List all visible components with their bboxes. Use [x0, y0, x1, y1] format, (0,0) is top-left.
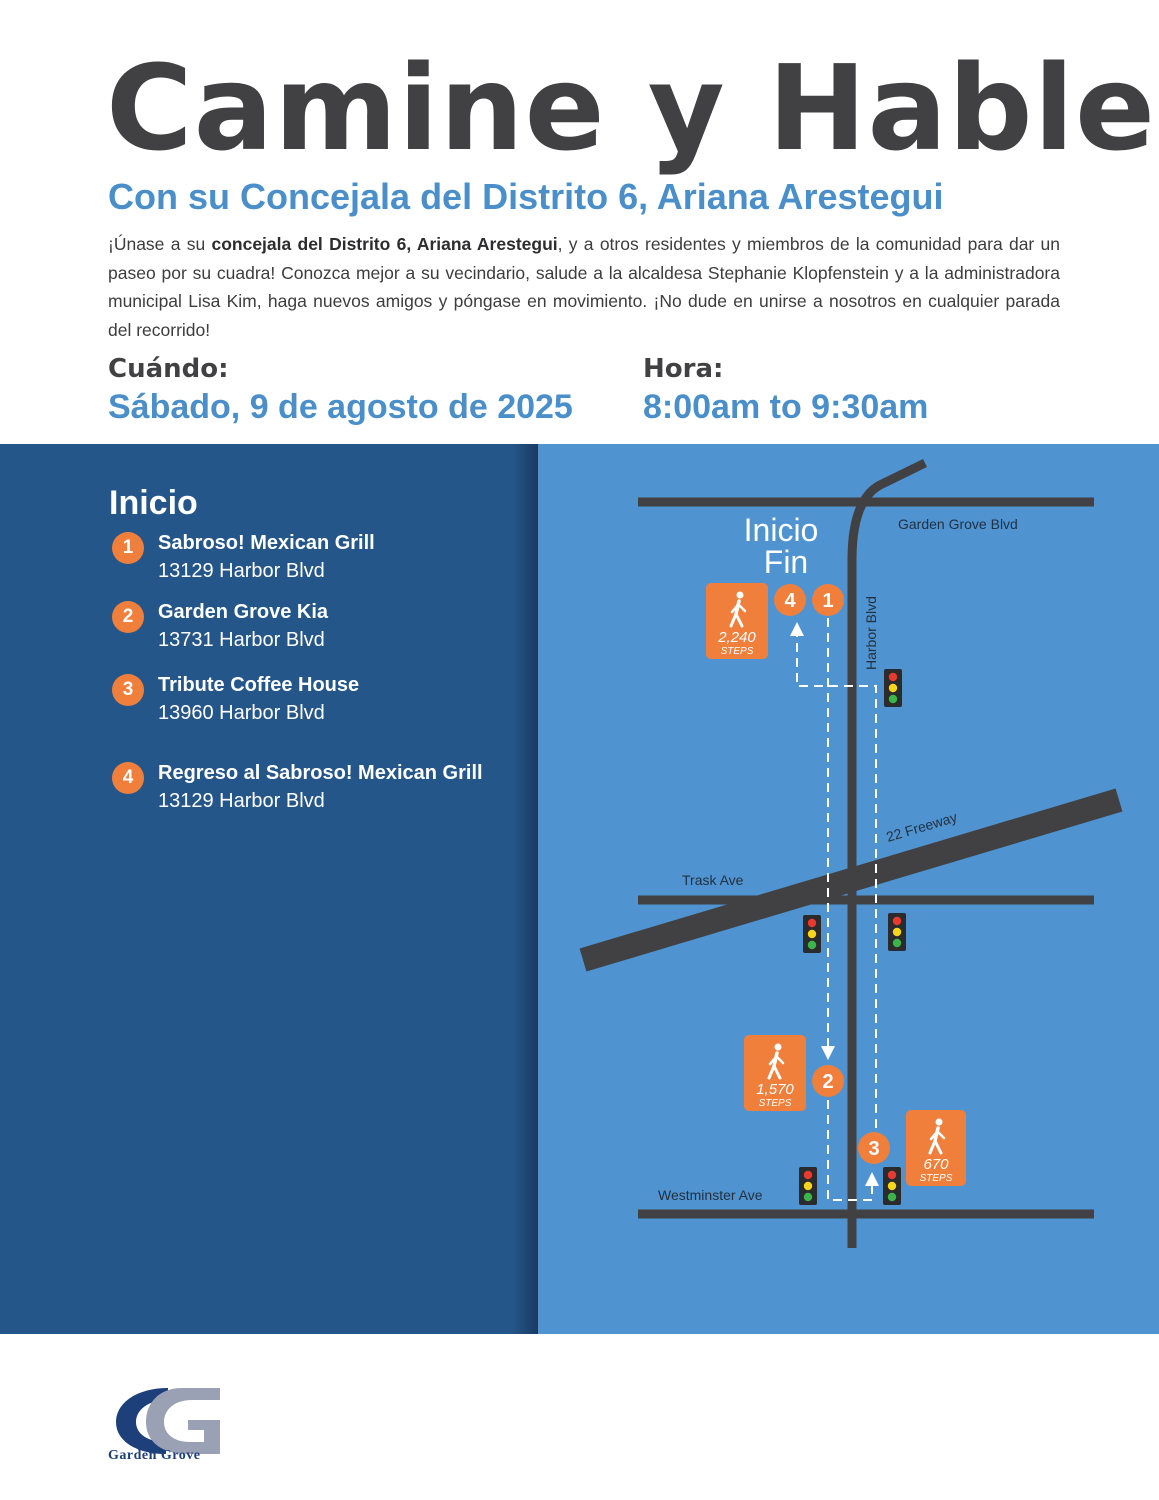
steps-unit: STEPS [720, 646, 754, 657]
route-arrow-up-icon [865, 1172, 879, 1186]
steps-count: 1,570 [756, 1081, 794, 1098]
steps-box [906, 1110, 966, 1186]
intro-text-start: ¡Únase a su [108, 234, 212, 254]
time-label: Hora: [643, 354, 724, 384]
stop-name: Sabroso! Mexican Grill [158, 532, 375, 554]
map-marker-2 [812, 1065, 844, 1097]
stop-address: 13129 Harbor Blvd [158, 560, 325, 582]
map-marker-3 [858, 1132, 890, 1164]
stop-name: Regreso al Sabroso! Mexican Grill [158, 762, 483, 784]
stop-number-badge: 4 [112, 762, 144, 794]
stop-address: 13731 Harbor Blvd [158, 629, 325, 651]
when-label: Cuándo: [108, 354, 229, 384]
logo-name: Garden Grove [108, 1448, 201, 1463]
walking-route [797, 618, 876, 1200]
map-marker-1 [812, 584, 844, 616]
when-value: Sábado, 9 de agosto de 2025 [108, 388, 573, 426]
street-label-trask: Trask Ave [682, 872, 744, 888]
route-arrow-up-icon [790, 622, 804, 636]
traffic-light-icon [803, 915, 821, 953]
intro-text-bold: concejala del Distrito 6, Ariana Arestegui [211, 234, 558, 254]
map-start-label: Inicio [743, 512, 819, 548]
stops-title: Inicio [109, 484, 198, 522]
map-marker-label: 2 [822, 1071, 834, 1093]
subtitle: Con su Concejala del Distrito 6, Ariana Arestegui [108, 176, 944, 217]
stop-number-badge: 1 [112, 532, 144, 564]
route-map [538, 444, 1159, 1334]
stop-name: Tribute Coffee House [158, 674, 360, 696]
map-marker-label: 3 [868, 1138, 880, 1160]
route-arrow-down-icon [821, 1046, 835, 1060]
street-label-harbor: Harbor Blvd [863, 596, 879, 670]
traffic-light-icon [799, 1167, 817, 1205]
traffic-light-icon [884, 669, 902, 707]
stop-name: Garden Grove Kia [158, 601, 329, 623]
steps-unit: STEPS [919, 1173, 953, 1184]
page-title: Camine y Hable [106, 39, 1157, 177]
street-label-westminster: Westminster Ave [658, 1187, 763, 1203]
route-map-svg [538, 444, 1159, 1334]
steps-box [706, 583, 768, 659]
stop-address: 13960 Harbor Blvd [158, 702, 325, 724]
map-end-label: Fin [763, 544, 809, 580]
steps-count: 670 [923, 1156, 949, 1173]
steps-box [744, 1035, 806, 1111]
roads [583, 463, 1119, 1248]
stop-number-badge: 2 [112, 601, 144, 633]
map-marker-4 [774, 584, 806, 616]
traffic-light-icon [883, 1167, 901, 1205]
time-value: 8:00am to 9:30am [643, 388, 929, 426]
street-label-garden-grove: Garden Grove Blvd [898, 516, 1018, 532]
intro-paragraph [108, 230, 1060, 344]
intro-text-end: , y a otros residentes y miembros de la comunidad para dar un paseo por su cuadra! Conozca mejor a su vecindario, salude a la alcaldesa Stephanie Klopfenstein y a la administradora municipal Lisa Kim, haga nuevos amigos y póngase en movimiento. ¡No dude en unirse a nosotros en cualquier parada del recorrido! [108, 234, 1061, 340]
map-marker-label: 1 [822, 590, 834, 612]
stop-number-badge: 3 [112, 674, 144, 706]
steps-count: 2,240 [718, 629, 756, 646]
steps-unit: STEPS [758, 1098, 792, 1109]
traffic-light-icon [888, 913, 906, 951]
map-marker-label: 4 [784, 590, 796, 612]
stop-address: 13129 Harbor Blvd [158, 790, 325, 812]
street-label-freeway: 22 Freeway [884, 808, 959, 845]
